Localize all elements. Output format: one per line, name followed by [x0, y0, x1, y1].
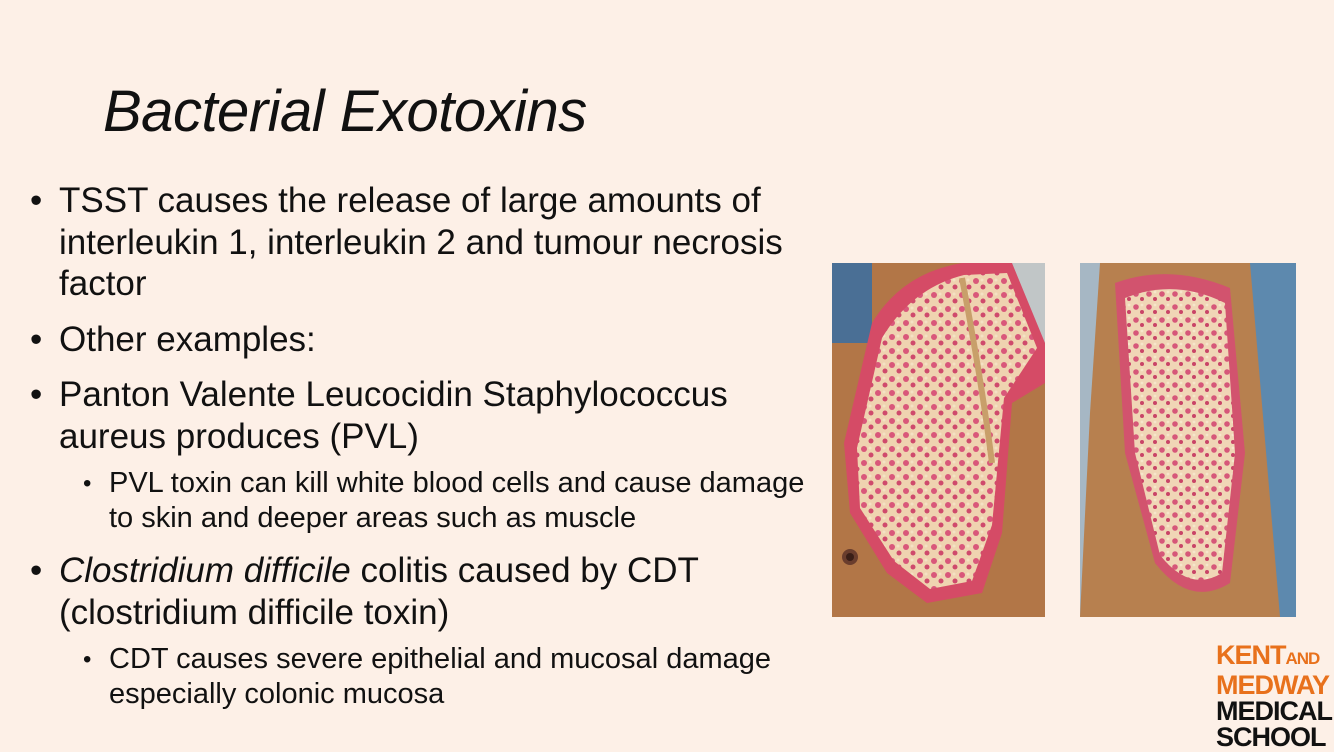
bullet-cdiff — [30, 550, 820, 633]
logo-line1: KENTAND — [1216, 640, 1320, 670]
kent-medway-logo — [1216, 642, 1332, 750]
cdiff-rest: colitis caused by CDT (clostridium difficile toxin) — [59, 551, 699, 632]
skin-lesion-arm-photo — [1080, 263, 1296, 617]
logo-line3: MEDICAL — [1216, 696, 1332, 726]
bullet-list — [30, 180, 820, 726]
skin-lesion-chest-photo — [832, 263, 1045, 617]
bullet-other-examples: • Other examples: — [30, 319, 820, 361]
slide-title: Bacterial Exotoxins — [103, 79, 587, 144]
bullet-pvl: • Panton Valente Leucocidin Staphylococcus aureus produces (PVL) — [30, 374, 820, 457]
sub-bullet-cdt: • CDT causes severe epithelial and mucosal damage especially colonic mucosa — [30, 642, 820, 712]
cdiff-italic: Clostridium difficile — [59, 551, 351, 590]
bullet-tsst: • TSST causes the release of large amounts of interleukin 1, interleukin 2 and tumour necrosis factor — [30, 180, 820, 305]
sub-bullet-pvl: • PVL toxin can kill white blood cells and cause damage to skin and deeper areas such as muscle — [30, 466, 820, 536]
logo-line4: SCHOOL — [1216, 722, 1326, 752]
logo-line2: MEDWAY — [1216, 670, 1330, 700]
